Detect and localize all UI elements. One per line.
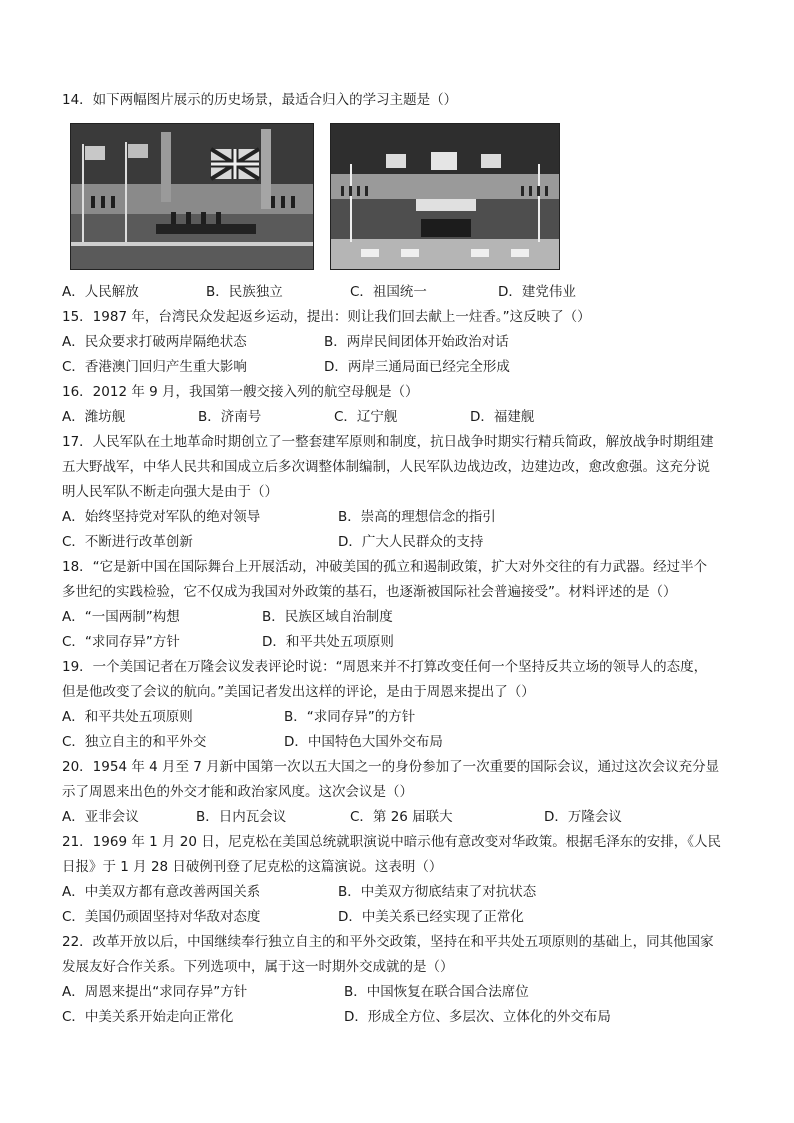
q21-option-b[interactable]: B．中美双方彻底结束了对抗状态 — [338, 884, 537, 900]
q22-option-b[interactable]: B．中国恢复在联合国合法席位 — [344, 984, 529, 1000]
q22-option-d[interactable]: D．形成全方位、多层次、立体化的外交布局 — [344, 1009, 611, 1025]
q14-option-c[interactable]: C．祖国统一 — [350, 284, 427, 300]
q15-option-c[interactable]: C．香港澳门回归产生重大影响 — [62, 359, 247, 375]
q16-option-b[interactable]: B．济南号 — [198, 409, 262, 425]
q20-option-a[interactable]: A．亚非会议 — [62, 809, 139, 825]
photo-flag-ceremony — [330, 123, 560, 270]
q16-option-c[interactable]: C．辽宁舰 — [334, 409, 398, 425]
q19-stem-line-2: 但是他改变了会议的航向。”美国记者发出这样的评论，是由于周恩来提出了（） — [62, 684, 535, 700]
q17-stem-line-2: 五大野战军，中华人民共和国成立后多次调整体制编制，人民军队边战边改，边建边改，愈改愈强。这充分说 — [62, 459, 710, 475]
q21-option-a[interactable]: A．中美双方都有意改善两国关系 — [62, 884, 261, 900]
q17-option-a[interactable]: A．始终坚持党对军队的绝对领导 — [62, 509, 261, 525]
q15-option-a[interactable]: A．民众要求打破两岸隔绝状态 — [62, 334, 247, 350]
q17-stem-line-3: 明人民军队不断走向强大是由于（） — [62, 484, 278, 500]
q18-option-c[interactable]: C．“求同存异”方针 — [62, 634, 180, 650]
q21-stem-line-1: 21．1969 年 1 月 20 日，尼克松在美国总统就职演说中暗示他有意改变对华政策。根据毛泽东的安排，《人民 — [62, 834, 722, 850]
q16-stem: 16．2012 年 9 月，我国第一艘交接入列的航空母舰是（） — [62, 384, 419, 400]
q17-option-c[interactable]: C．不断进行改革创新 — [62, 534, 193, 550]
q17-option-b[interactable]: B．崇高的理想信念的指引 — [338, 509, 496, 525]
q16-option-a[interactable]: A．潍坊舰 — [62, 409, 126, 425]
q15-option-b[interactable]: B．两岸民间团体开始政治对话 — [324, 334, 509, 350]
q20-stem-line-2: 示了周恩来出色的外交才能和政治家风度。这次会议是（） — [62, 784, 413, 800]
q17-option-d[interactable]: D．广大人民群众的支持 — [338, 534, 484, 550]
q14-option-d[interactable]: D．建党伟业 — [498, 284, 576, 300]
q19-option-b[interactable]: B．“求同存异”的方针 — [284, 709, 416, 725]
photo-handover-ceremony — [70, 123, 314, 270]
q19-option-c[interactable]: C．独立自主的和平外交 — [62, 734, 207, 750]
q14-option-b[interactable]: B．民族独立 — [206, 284, 283, 300]
q22-stem-line-2: 发展友好合作关系。下列选项中，属于这一时期外交成就的是（） — [62, 959, 454, 975]
q20-stem-line-1: 20．1954 年 4 月至 7 月新中国第一次以五大国之一的身份参加了一次重要的国际会议，通过这次会议充分显 — [62, 759, 720, 775]
q22-option-a[interactable]: A．周恩来提出“求同存异”方针 — [62, 984, 248, 1000]
q20-option-b[interactable]: B．日内瓦会议 — [196, 809, 287, 825]
q18-option-b[interactable]: B．民族区域自治制度 — [262, 609, 393, 625]
q18-option-d[interactable]: D．和平共处五项原则 — [262, 634, 394, 650]
q16-option-d[interactable]: D．福建舰 — [470, 409, 535, 425]
q20-option-c[interactable]: C．第 26 届联大 — [350, 809, 453, 825]
q21-stem-line-2: 日报》于 1 月 28 日破例刊登了尼克松的这篇演说。这表明（） — [62, 859, 443, 875]
q20-option-d[interactable]: D．万隆会议 — [544, 809, 622, 825]
q15-option-d[interactable]: D．两岸三通局面已经完全形成 — [324, 359, 510, 375]
q15-stem: 15．1987 年，台湾民众发起返乡运动，提出：则让我们回去献上一炷香。”这反映了（） — [62, 309, 591, 325]
q22-stem-line-1: 22．改革开放以后，中国继续奉行独立自主的和平外交政策，坚持在和平共处五项原则的基础上，同其他国家 — [62, 934, 714, 950]
q21-option-d[interactable]: D．中美关系已经实现了正常化 — [338, 909, 524, 925]
q18-stem-line-2: 多世纪的实践检验，它不仅成为我国对外政策的基石，也逐渐被国际社会普遍接受”。材料评述的是（） — [62, 584, 677, 600]
q19-stem-line-1: 19．一个美国记者在万隆会议发表评论时说：“周恩来并不打算改变任何一个坚持反共立场的领导人的态度， — [62, 659, 708, 675]
q19-option-a[interactable]: A．和平共处五项原则 — [62, 709, 193, 725]
q17-stem-line-1: 17．人民军队在土地革命时期创立了一整套建军原则和制度，抗日战争时期实行精兵简政，解放战争时期组建 — [62, 434, 714, 450]
q14-stem: 14．如下两幅图片展示的历史场景，最适合归入的学习主题是（） — [62, 92, 458, 108]
q19-option-d[interactable]: D．中国特色大国外交布局 — [284, 734, 443, 750]
q14-photos — [70, 123, 560, 268]
q18-stem-line-1: 18．“它是新中国在国际舞台上开展活动，冲破美国的孤立和遏制政策，扩大对外交往的有力武器。经过半个 — [62, 559, 708, 575]
q22-option-c[interactable]: C．中美关系开始走向正常化 — [62, 1009, 234, 1025]
q21-option-c[interactable]: C．美国仍顽固坚持对华敌对态度 — [62, 909, 261, 925]
q14-option-a[interactable]: A．人民解放 — [62, 284, 139, 300]
q18-option-a[interactable]: A．“一国两制”构想 — [62, 609, 180, 625]
